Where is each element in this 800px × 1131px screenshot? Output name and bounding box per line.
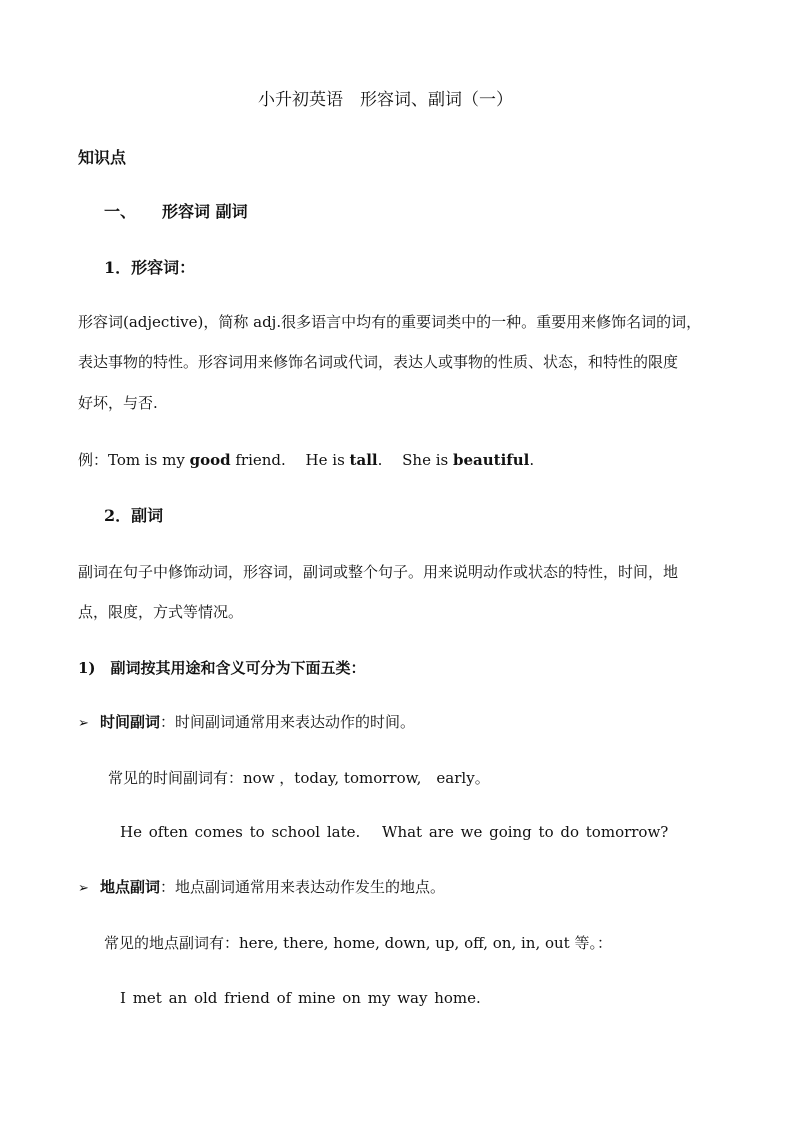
place-adverb-common: 常见的地点副词有：here, there, home, down, up, off, on, in, out 等。： (104, 934, 612, 952)
time-adverb-example: He often comes to school late. What are we going to do tomorrow? (120, 823, 669, 841)
adjective-paragraph-line: 表达事物的特性。形容词用来修饰名词或代词，表达人或事物的性质、状态，和特性的限度 (78, 353, 679, 371)
part-one-heading (104, 202, 248, 222)
section-heading: 知识点 (78, 148, 127, 167)
place-adverb-example: I met an old friend of mine on my way home. (120, 989, 481, 1007)
adverb-paragraph-line: 副词在句子中修饰动词，形容词，副词或整个句子。用来说明动作或状态的特性，时间，地 (78, 563, 679, 581)
example-text: 例：Tom is my (78, 451, 190, 469)
page-title: 小升初英语 形容词、副词（一） (258, 90, 513, 110)
adjective-paragraph-line: 好坏，与否. (78, 394, 158, 412)
adjective-heading: 1．形容词： (104, 258, 196, 277)
example-text: . (529, 451, 535, 469)
part-one-number: 一、 (104, 202, 137, 221)
example-keyword: good (189, 451, 231, 469)
part-one-label: 形容词 副词 (162, 202, 248, 221)
place-adverb-desc: ：地点副词通常用来表达动作发生的地点。 (160, 878, 446, 896)
example-text: . She is (377, 451, 453, 469)
adverb-subheading: 1) 副词按其用途和含义可分为下面五类： (78, 659, 366, 677)
adjective-paragraph-line: 形容词(adjective)，简称 adj.很多语言中均有的重要词类中的一种。重要用来修饰名词的词， (78, 313, 702, 331)
adjective-example (78, 450, 534, 470)
example-keyword: tall (349, 451, 378, 469)
adverb-heading: 2．副词 (104, 506, 164, 525)
place-adverb-item (78, 877, 445, 899)
adverb-paragraph-line: 点，限度，方式等情况。 (78, 603, 244, 621)
time-adverb-item (78, 712, 415, 734)
time-adverb-label: 时间副词 (100, 713, 161, 731)
time-adverb-common: 常见的时间副词有：now ，today, tomorrow, early。 (108, 769, 490, 787)
example-text: friend. He is (230, 451, 350, 469)
time-adverb-desc: ：时间副词通常用来表达动作的时间。 (160, 713, 416, 731)
arrow-bullet-icon: ➢ (78, 716, 89, 731)
example-keyword: beautiful (452, 451, 530, 469)
place-adverb-label: 地点副词 (100, 878, 161, 896)
arrow-bullet-icon: ➢ (78, 881, 89, 896)
